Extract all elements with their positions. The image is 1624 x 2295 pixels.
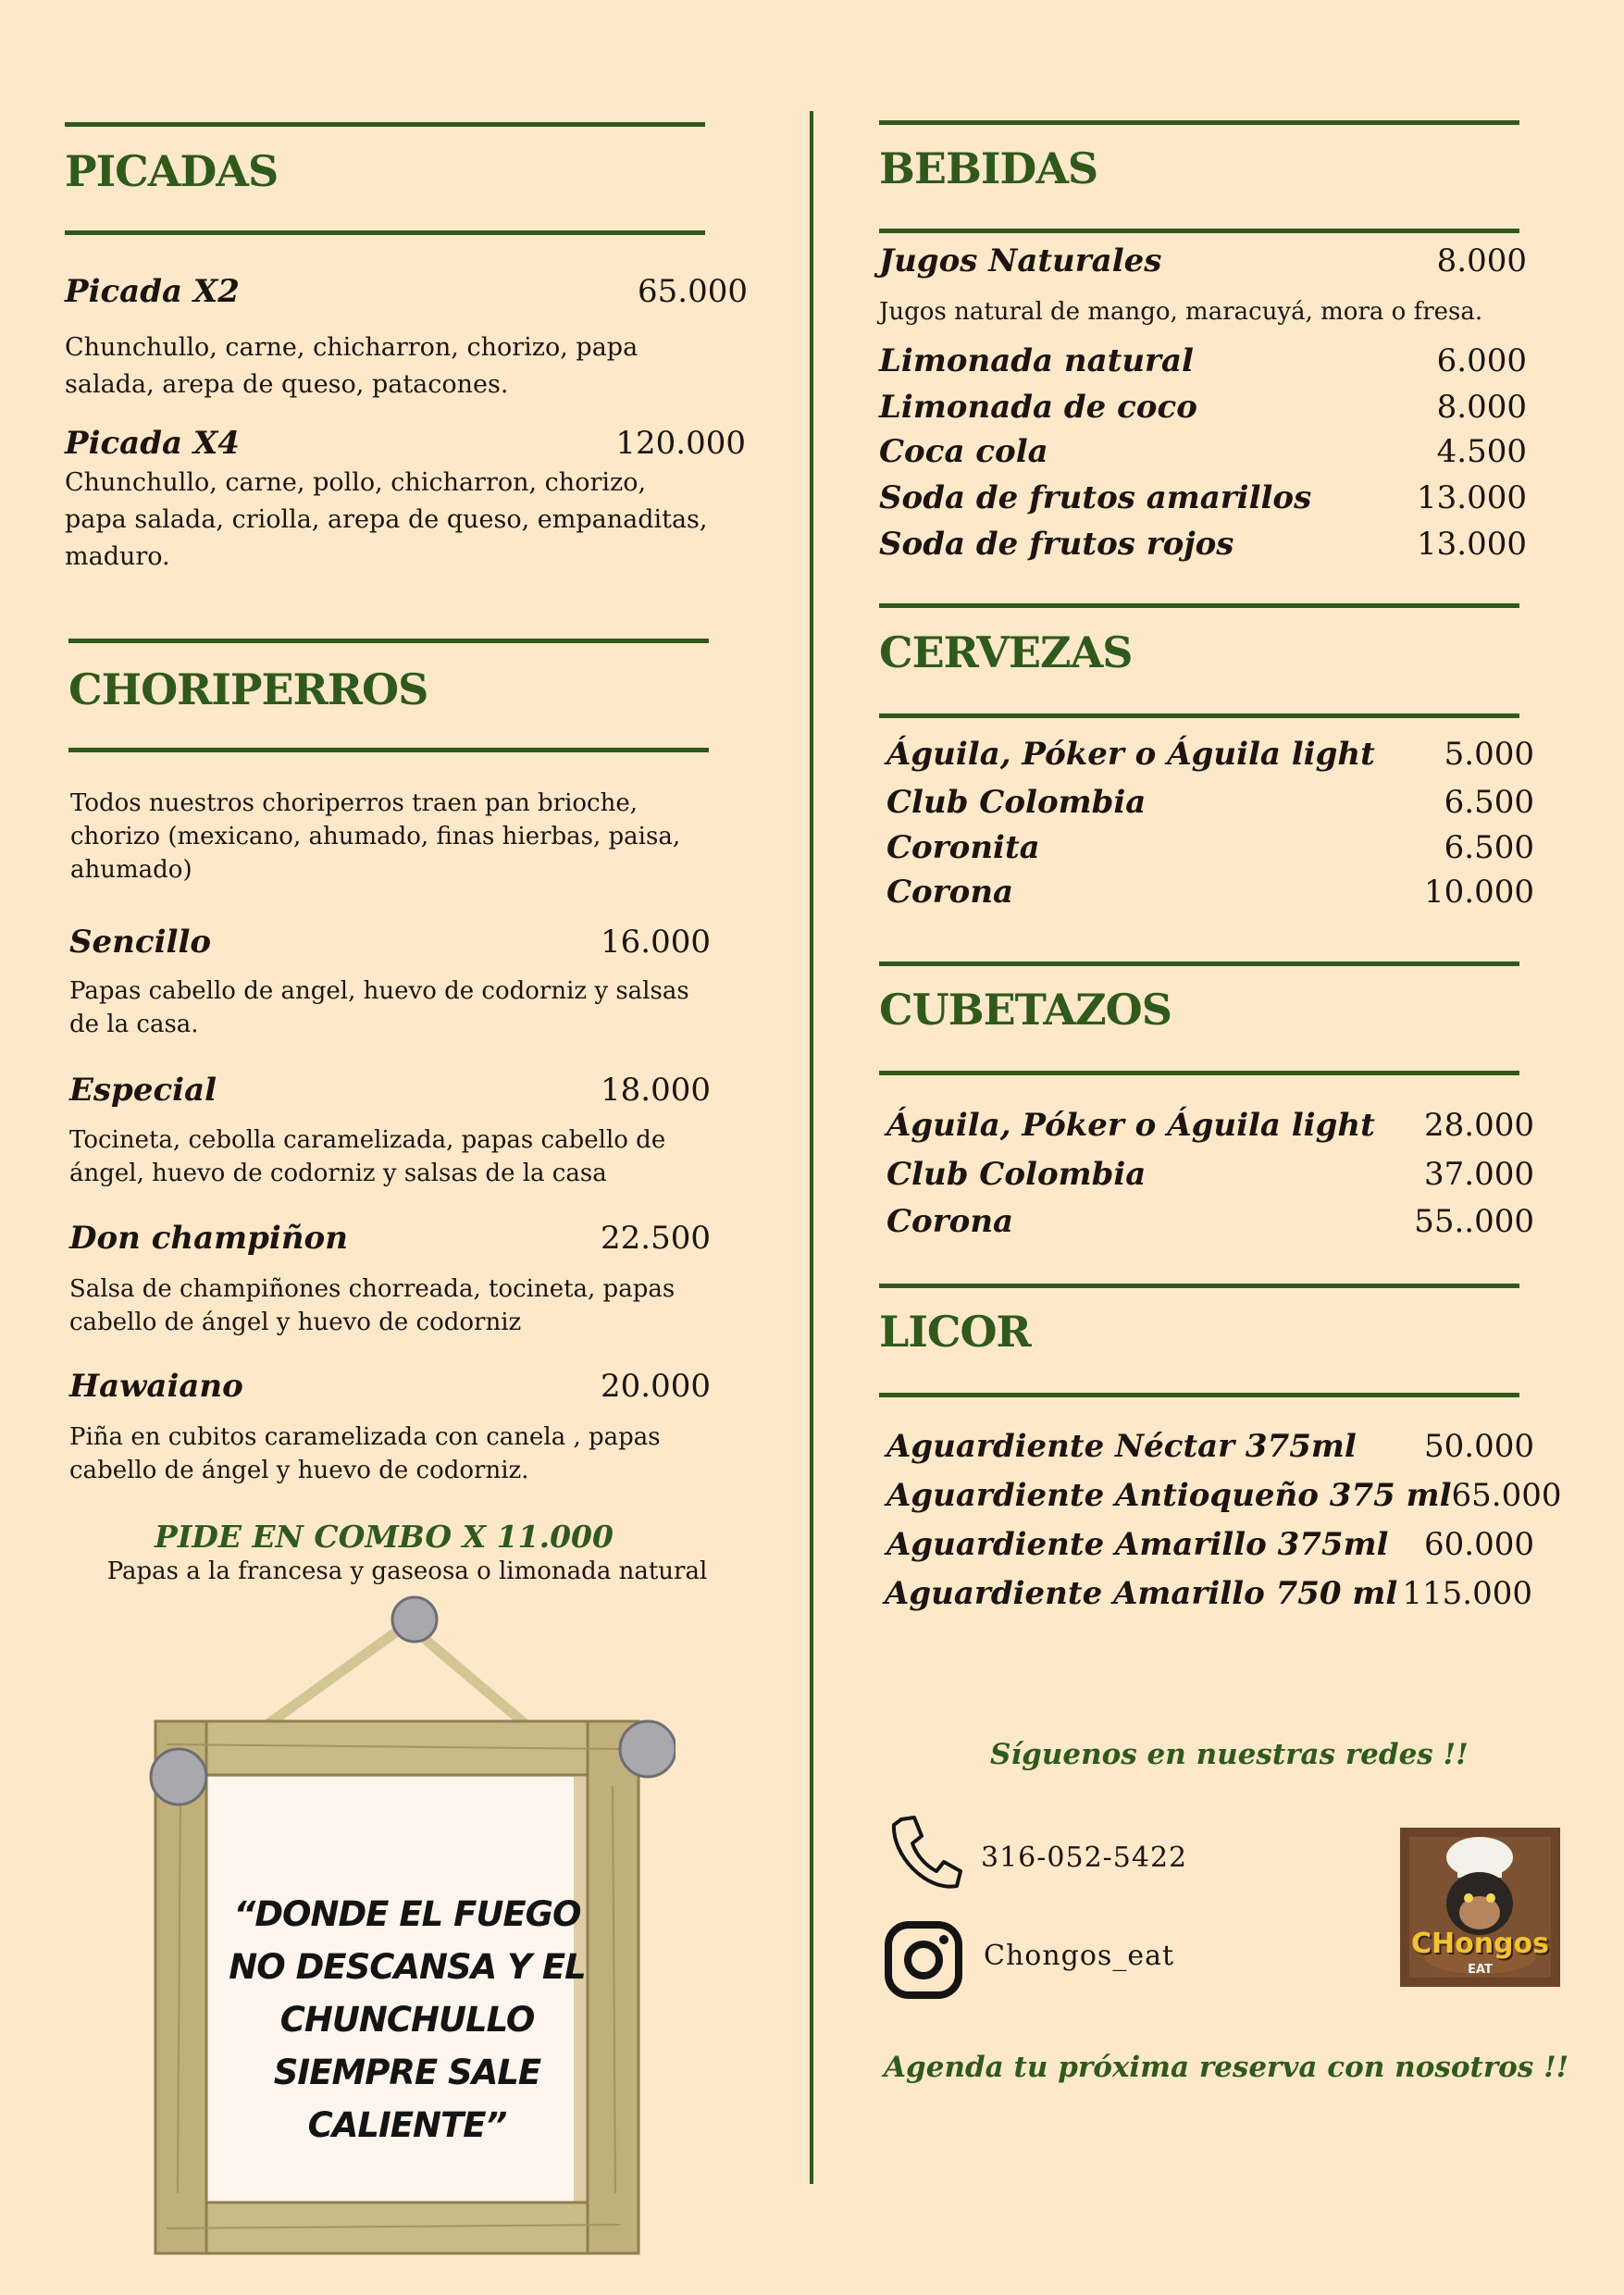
item-price: 8.000 (1436, 242, 1527, 279)
item-name: Limonada natural (879, 342, 1194, 379)
choriperros-top-rule (68, 639, 709, 643)
choriperros-title: CHORIPERROS (68, 664, 428, 714)
item-name: Águila, Póker o Águila light (886, 1107, 1375, 1144)
item-name: Coronita (886, 829, 1040, 866)
item-price: 65.000 (638, 273, 748, 310)
licor-top-rule (879, 1284, 1519, 1288)
item-name: Don champiñon (69, 1220, 348, 1257)
menu-item-club-colombia (886, 784, 1534, 821)
menu-item-cubetazo-club (886, 1156, 1534, 1193)
item-price: 28.000 (1424, 1107, 1534, 1144)
instagram-handle[interactable]: Chongos_eat (984, 1940, 1175, 1972)
item-name: Soda de frutos rojos (879, 526, 1234, 563)
item-name: Soda de frutos amarillos (879, 479, 1312, 516)
item-name: Hawaiano (69, 1368, 243, 1405)
item-price: 8.000 (1436, 389, 1527, 426)
menu-item-limonada-natural (879, 342, 1527, 379)
item-price: 50.000 (1424, 1428, 1534, 1465)
picadas-bottom-rule (65, 230, 705, 235)
item-price: 13.000 (1417, 526, 1527, 563)
phone-icon (888, 1814, 962, 1892)
menu-item-aguardiente-antioqueno (886, 1477, 1562, 1514)
menu-item-aguardiente-nectar (886, 1428, 1534, 1465)
item-name: Picada X4 (65, 425, 240, 462)
menu-item-soda-amarillos (879, 479, 1527, 516)
item-price: 115.000 (1402, 1575, 1532, 1612)
item-name: Corona (886, 874, 1014, 911)
sign-quote: “DONDE EL FUEGO NO DESCANSA Y EL CHUNCHULLO SIEMPRE SALE CALIENTE” (229, 1894, 586, 2145)
item-name: Especial (69, 1072, 217, 1109)
menu-item-coca-cola (879, 433, 1527, 470)
item-price: 10.000 (1424, 874, 1534, 911)
cubetazos-title: CUBETAZOS (879, 985, 1172, 1035)
item-price: 5.000 (1444, 736, 1534, 773)
menu-item-limonada-coco (879, 389, 1527, 426)
item-price: 6.500 (1444, 829, 1534, 866)
reservation-text: Agenda tu próxima reserva con nosotros !! (884, 2051, 1569, 2084)
item-name: Club Colombia (886, 784, 1147, 821)
menu-item-sencillo (69, 924, 711, 961)
menu-item-aguila-poker (886, 736, 1534, 773)
cervezas-bottom-rule (879, 713, 1519, 718)
item-price: 22.500 (601, 1220, 711, 1257)
item-name: Coca cola (879, 433, 1048, 470)
menu-item-picada-x4 (65, 425, 746, 462)
menu-item-aguardiente-amarillo-750 (885, 1575, 1532, 1612)
licor-title: LICOR (879, 1307, 1031, 1357)
item-price: 16.000 (601, 924, 711, 961)
item-name: Corona (886, 1203, 1014, 1240)
item-price: 37.000 (1424, 1156, 1534, 1193)
item-price: 65.000 (1451, 1477, 1562, 1514)
menu-item-coronita (886, 829, 1534, 866)
chongos-logo (1400, 1828, 1560, 1987)
item-description: Chunchullo, carne, pollo, chicharron, chorizo, papa salada, criolla, arepa de queso, empanaditas, maduro. (65, 468, 708, 571)
item-description: Piña en cubitos caramelizada con canela , papas cabello de ángel y huevo de codorniz. (69, 1423, 661, 1484)
menu-item-especial (69, 1072, 711, 1109)
item-name: Aguardiente Amarillo 375ml (886, 1526, 1389, 1563)
menu-item-aguardiente-amarillo-375 (886, 1526, 1534, 1563)
picadas-title: PICADAS (65, 146, 279, 196)
menu-item-picada-x2 (65, 273, 748, 310)
choriperros-intro: Todos nuestros choriperros traen pan brioche, chorizo (mexicano, ahumado, finas hierbas, paisa, ahumado) (70, 789, 681, 884)
item-name: Limonada de coco (879, 389, 1197, 426)
combo-description: Papas a la francesa y gaseosa o limonada natural (106, 1557, 708, 1585)
item-name: Aguardiente Antioqueño 375 ml (886, 1477, 1452, 1514)
item-price: 13.000 (1417, 479, 1527, 516)
item-name: Sencillo (69, 924, 212, 961)
logo-text: CHongos (1410, 1928, 1550, 1960)
menu-item-cubetazo-corona (886, 1203, 1534, 1240)
cubetazos-bottom-rule (879, 1071, 1519, 1075)
jugos-description: Jugos natural de mango, maracuyá, mora o fresa. (879, 298, 1483, 326)
item-price: 6.000 (1436, 342, 1527, 379)
combo-title: PIDE EN COMBO X 11.000 (155, 1519, 614, 1555)
item-name: Aguardiente Amarillo 750 ml (885, 1575, 1398, 1612)
item-price: 60.000 (1424, 1526, 1534, 1563)
cervezas-title: CERVEZAS (879, 627, 1133, 677)
item-description: Tocineta, cebolla caramelizada, papas cabello de ángel, huevo de codorniz y salsas de la casa (69, 1126, 666, 1187)
cubetazos-top-rule (879, 961, 1519, 966)
item-price: 18.000 (601, 1072, 711, 1109)
menu-item-hawaiano (69, 1368, 711, 1405)
choriperros-bottom-rule (68, 748, 709, 752)
bebidas-top-rule (879, 120, 1519, 125)
menu-item-soda-rojos (879, 526, 1527, 563)
menu-item-don-champinon (69, 1220, 711, 1257)
item-price: 6.500 (1444, 784, 1534, 821)
item-price: 55..000 (1414, 1203, 1534, 1240)
bebidas-bottom-rule (879, 229, 1519, 233)
item-name: Águila, Póker o Águila light (886, 736, 1375, 773)
item-name: Aguardiente Néctar 375ml (886, 1428, 1357, 1465)
follow-us-text: Síguenos en nuestras redes !! (990, 1738, 1469, 1771)
licor-bottom-rule (879, 1393, 1519, 1397)
menu-item-jugos-naturales (879, 242, 1527, 279)
cervezas-top-rule (879, 603, 1519, 608)
instagram-icon[interactable] (884, 1920, 963, 2000)
item-description: Salsa de champiñones chorreada, tocineta, papas cabello de ángel y huevo de codorniz (69, 1275, 676, 1336)
bebidas-title: BEBIDAS (879, 143, 1098, 193)
item-price: 20.000 (601, 1368, 711, 1405)
item-description: Chunchullo, carne, chicharron, chorizo, papa salada, arepa de queso, patacones. (65, 333, 638, 399)
item-price: 120.000 (615, 425, 746, 462)
menu-item-cubetazo-aguila (886, 1107, 1534, 1144)
phone-number[interactable]: 316-052-5422 (981, 1842, 1188, 1874)
picadas-top-rule (65, 122, 705, 127)
menu-item-corona (886, 874, 1534, 911)
item-price: 4.500 (1436, 433, 1527, 470)
item-description: Papas cabello de angel, huevo de codorniz y salsas de la casa. (69, 977, 689, 1038)
item-name: Jugos Naturales (879, 242, 1162, 279)
logo-subtext: EAT (1468, 1963, 1493, 1977)
center-divider (810, 111, 813, 2184)
item-name: Picada X2 (65, 273, 240, 310)
item-name: Club Colombia (886, 1156, 1147, 1193)
